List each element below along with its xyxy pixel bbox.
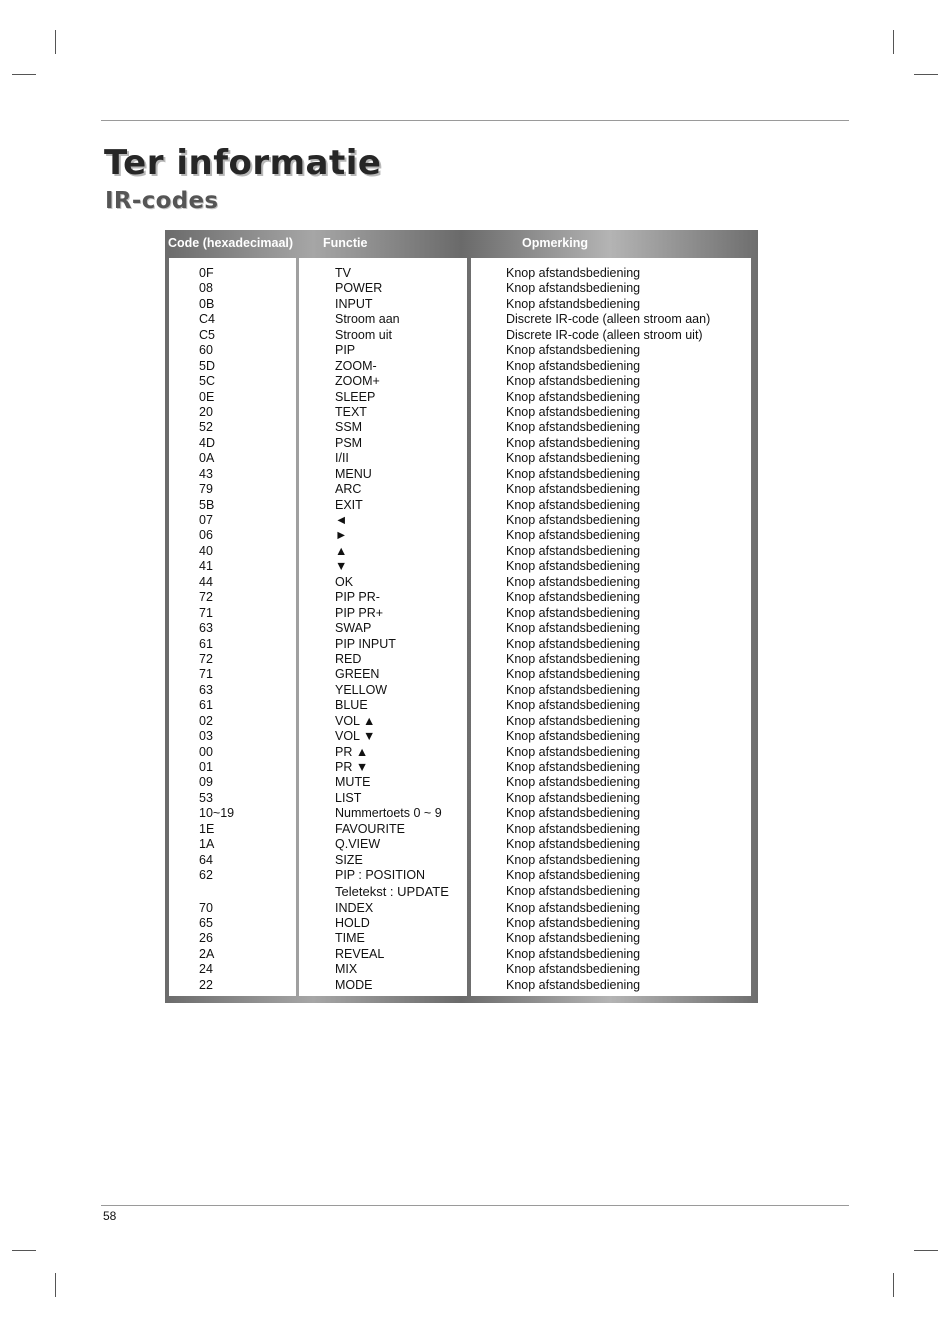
crop-mark-bottom-right [893,1273,894,1297]
code-cell: 26 [199,931,213,946]
function-cell: VOL ▲ [335,713,376,728]
note-cell: Knop afstandsbediening [506,790,641,805]
code-cell: C5 [199,327,215,342]
function-cell: ZOOM+ [335,374,380,389]
code-cell: 41 [199,559,213,574]
code-cell: 08 [199,281,213,296]
section-subtitle: IR-codes [105,188,219,214]
code-cell: 53 [199,790,213,805]
footer-rule [101,1205,849,1206]
note-cell: Knop afstandsbediening [506,852,641,867]
column-header-note: Opmerking [522,236,588,250]
code-cell: 0E [199,389,215,404]
function-cell: Stroom uit [335,327,392,342]
code-cell: 72 [199,590,213,605]
code-cell: 0F [199,266,214,280]
code-cell: C4 [199,312,215,327]
ir-codes-table [165,230,758,1003]
function-cell: ▼ [335,559,348,574]
function-cell: SWAP [335,621,372,636]
function-cell: RED [335,651,362,666]
function-cell: ARC [335,482,362,497]
code-cell [169,884,296,901]
note-cell: Knop afstandsbediening [506,543,641,558]
function-cell: POWER [335,281,383,296]
note-cell: Knop afstandsbediening [506,667,641,682]
function-cell: Nummertoets 0 ~ 9 [335,806,442,821]
function-cell: PIP PR- [335,590,380,605]
note-cell: Knop afstandsbediening [506,343,641,358]
note-cell: Knop afstandsbediening [506,744,641,759]
note-cell: Knop afstandsbediening [506,513,641,527]
crop-mark-bottom-left-horizontal [12,1250,36,1251]
function-cell: MIX [335,962,358,977]
function-cell: ▲ [335,543,348,558]
note-cell: Knop afstandsbediening [506,621,641,636]
code-cell: 2A [199,946,215,961]
note-cell: Knop afstandsbediening [506,636,641,651]
note-cell: Knop afstandsbediening [506,931,641,946]
function-cell: SSM [335,420,363,435]
function-cell: OK [335,574,354,589]
function-cell: LIST [335,790,362,805]
function-cell: EXIT [335,497,363,512]
function-cell: FAVOURITE [335,821,405,836]
function-cell: PR ▲ [335,744,369,759]
code-cell: 40 [199,543,213,558]
note-cell: Discrete IR-code (alleen stroom uit) [506,327,703,342]
note-cell: Knop afstandsbediening [506,435,641,450]
function-cell: SLEEP [335,389,376,404]
code-cell: 1E [199,821,215,836]
note-cell: Knop afstandsbediening [506,946,641,961]
code-cell: 02 [199,713,213,728]
code-cell: 72 [199,651,213,666]
note-cell: Knop afstandsbediening [506,651,641,666]
function-cell: REVEAL [335,946,385,961]
column-header-function: Functie [323,236,368,250]
crop-mark-top-left [55,30,56,54]
note-cell: Discrete IR-code (alleen stroom aan) [506,312,711,327]
function-cell: Stroom aan [335,312,400,327]
code-cell: 4D [199,435,215,450]
note-cell: Knop afstandsbediening [506,713,641,728]
code-cell: 03 [199,729,213,744]
crop-mark-top-right-horizontal [914,74,938,75]
code-cell: 00 [199,744,213,759]
function-cell: TEXT [335,404,367,419]
code-cell: 06 [199,528,213,543]
note-cell: Knop afstandsbediening [506,729,641,744]
code-cell: 5D [199,358,215,373]
note-cell: Knop afstandsbediening [506,389,641,404]
note-cell: Knop afstandsbediening [506,837,641,852]
function-cell: INPUT [335,296,373,311]
code-cell: 65 [199,915,213,930]
function-cell: TV [335,266,351,280]
code-cell: 1A [199,837,215,852]
code-cell: 5B [199,497,215,512]
note-cell: Knop afstandsbediening [506,900,641,915]
note-cell: Knop afstandsbediening [506,821,641,836]
note-cell: Knop afstandsbediening [506,682,641,697]
code-cell: 62 [199,868,213,883]
code-cell: 44 [199,574,213,589]
crop-mark-bottom-left [55,1273,56,1297]
function-cell: TIME [335,931,365,946]
function-cell: INDEX [335,900,374,915]
function-cell: PIP INPUT [335,636,396,651]
function-cell: MODE [335,977,373,992]
note-cell: Knop afstandsbediening [506,420,641,435]
function-cell: Teletekst : UPDATE [335,883,449,899]
note-cell: Knop afstandsbediening [506,528,641,543]
code-cell: 43 [199,466,213,481]
code-cell: 63 [199,682,213,697]
function-cell: Q.VIEW [335,837,381,852]
function-cell: YELLOW [335,682,388,697]
function-cell: PR ▼ [335,760,369,774]
function-cell: MUTE [335,775,371,790]
function-cell: BLUE [335,698,368,713]
code-column [169,258,296,996]
code-cell: 20 [199,404,213,419]
code-cell: 64 [199,852,213,867]
code-cell: 70 [199,900,213,915]
crop-mark-bottom-right-horizontal [914,1250,938,1251]
code-cell: 07 [199,513,213,527]
note-cell: Knop afstandsbediening [506,775,641,790]
code-cell: 01 [199,760,213,774]
code-cell: 71 [199,667,213,682]
note-column [471,258,751,996]
function-cell: SIZE [335,852,363,867]
code-cell: 22 [199,977,213,992]
function-cell: PIP : POSITION [335,868,426,883]
function-cell: I/II [335,451,349,466]
crop-mark-top-right [893,30,894,54]
code-cell: 61 [199,698,213,713]
note-cell: Knop afstandsbediening [506,281,641,296]
function-cell: PIP [335,343,356,358]
code-cell: 0A [199,451,215,466]
note-cell: Knop afstandsbediening [506,497,641,512]
code-cell: 10~19 [199,806,235,821]
page-title: Ter informatie [104,143,382,183]
note-cell: Knop afstandsbediening [506,868,641,883]
note-cell: Knop afstandsbediening [506,451,641,466]
note-cell: Knop afstandsbediening [506,482,641,497]
note-cell: Knop afstandsbediening [506,760,641,774]
note-cell: Knop afstandsbediening [506,358,641,373]
note-cell: Knop afstandsbediening [506,590,641,605]
function-cell: MENU [335,466,372,481]
code-cell: 63 [199,621,213,636]
code-cell: 60 [199,343,213,358]
note-cell: Knop afstandsbediening [506,296,641,311]
note-cell: Knop afstandsbediening [506,962,641,977]
code-cell: 61 [199,636,213,651]
page-number: 58 [103,1209,117,1223]
note-cell: Knop afstandsbediening [506,374,641,389]
note-cell: Knop afstandsbediening [506,559,641,574]
note-cell: Knop afstandsbediening [506,466,641,481]
function-cell: ► [335,528,348,543]
note-cell: Knop afstandsbediening [506,915,641,930]
code-cell: 79 [199,482,213,497]
function-cell: GREEN [335,667,380,682]
header-rule [101,120,849,121]
code-cell: 0B [199,296,215,311]
crop-mark-top-left-horizontal [12,74,36,75]
function-column [299,258,467,996]
code-cell: 52 [199,420,213,435]
note-cell: Knop afstandsbediening [506,605,641,620]
note-cell: Knop afstandsbediening [506,698,641,713]
code-cell: 71 [199,605,213,620]
function-cell: PIP PR+ [335,605,384,620]
function-cell: VOL ▼ [335,729,376,744]
note-cell: Knop afstandsbediening [506,404,641,419]
code-cell: 5C [199,374,215,389]
note-cell: Knop afstandsbediening [506,266,641,280]
note-cell: Knop afstandsbediening [506,883,641,898]
note-cell: Knop afstandsbediening [506,806,641,821]
column-header-code: Code (hexadecimaal) [168,236,294,250]
function-cell: ◄ [335,513,348,527]
function-cell: PSM [335,435,363,450]
code-cell: 24 [199,962,213,977]
note-cell: Knop afstandsbediening [506,574,641,589]
note-cell: Knop afstandsbediening [506,977,641,992]
code-cell: 09 [199,775,213,790]
function-cell: ZOOM- [335,358,377,373]
function-cell: HOLD [335,915,370,930]
